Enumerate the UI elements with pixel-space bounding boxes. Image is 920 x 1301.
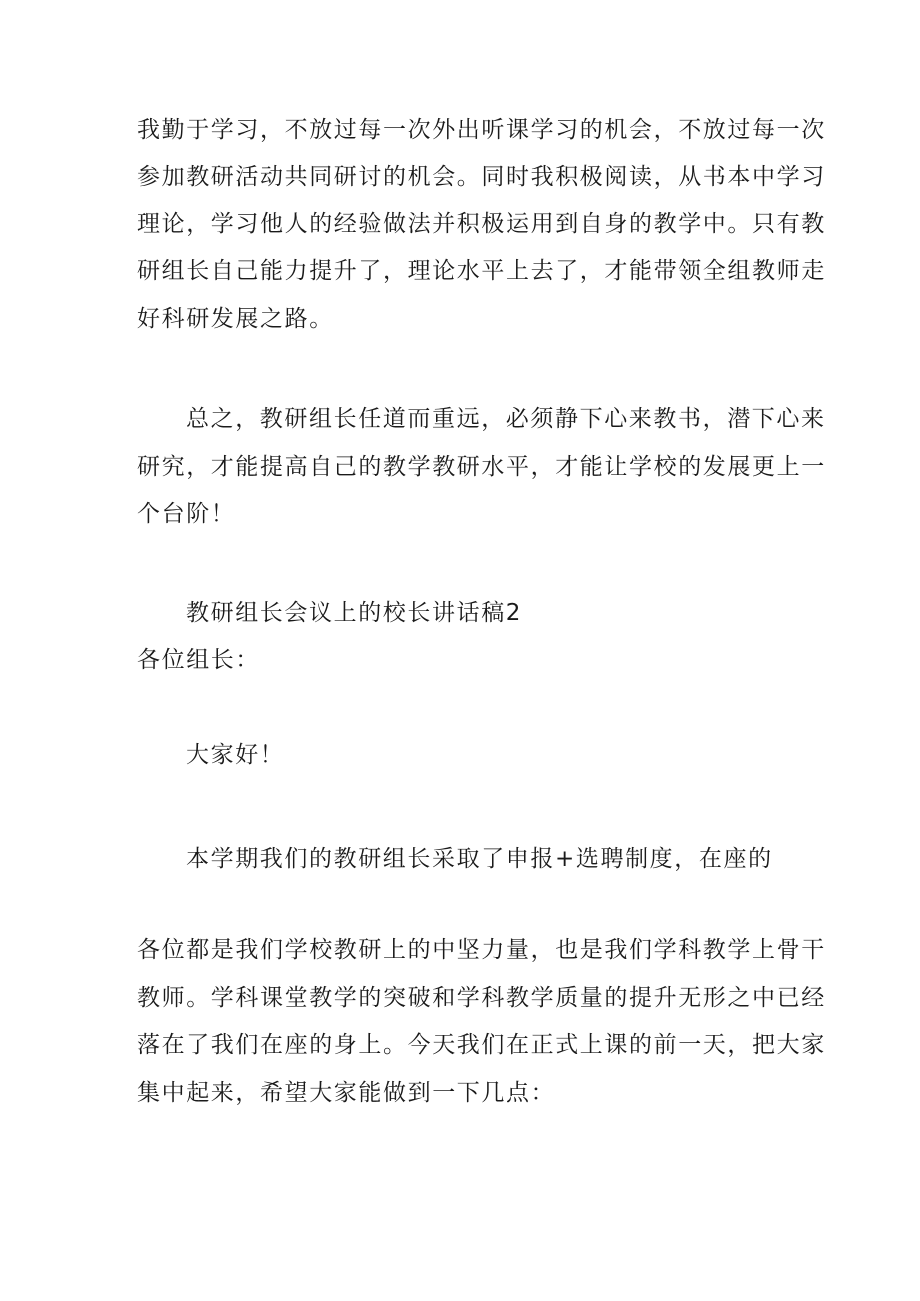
paragraph-2-line-3: 个台阶！ [137, 501, 236, 527]
paragraph-1-line-2: 参加教研活动共同研讨的机会。同时我积极阅读，从书本中学习 [137, 164, 826, 190]
paragraph-2-line-2: 研究，才能提高自己的教学教研水平，才能让学校的发展更上一 [137, 454, 826, 480]
paragraph-4-line-2: 教师。学科课堂教学的突破和学科教学质量的提升无形之中已经 [137, 985, 826, 1011]
paragraph-1-line-5: 好科研发展之路。 [137, 306, 334, 332]
greeting: 大家好！ [186, 742, 285, 768]
section-title: 教研组长会议上的校长讲话稿2 [186, 600, 523, 626]
paragraph-4-line-3: 落在了我们在座的身上。今天我们在正式上课的前一天，把大家 [137, 1032, 826, 1058]
paragraph-1-line-3: 理论，学习他人的经验做法并积极运用到自身的教学中。只有教 [137, 211, 826, 237]
paragraph-1-line-4: 研组长自己能力提升了，理论水平上去了，才能带领全组教师走 [137, 258, 826, 284]
salutation: 各位组长： [137, 647, 260, 673]
paragraph-1-line-1: 我勤于学习，不放过每一次外出听课学习的机会，不放过每一次 [137, 117, 826, 143]
paragraph-3: 本学期我们的教研组长采取了申报+选聘制度，在座的 [186, 846, 773, 872]
paragraph-4-line-4: 集中起来，希望大家能做到一下几点： [137, 1080, 556, 1106]
paragraph-2-line-1: 总之，教研组长任道而重远，必须静下心来教书，潜下心来 [186, 406, 826, 432]
paragraph-4-line-1: 各位都是我们学校教研上的中坚力量，也是我们学科教学上骨干 [137, 937, 826, 963]
